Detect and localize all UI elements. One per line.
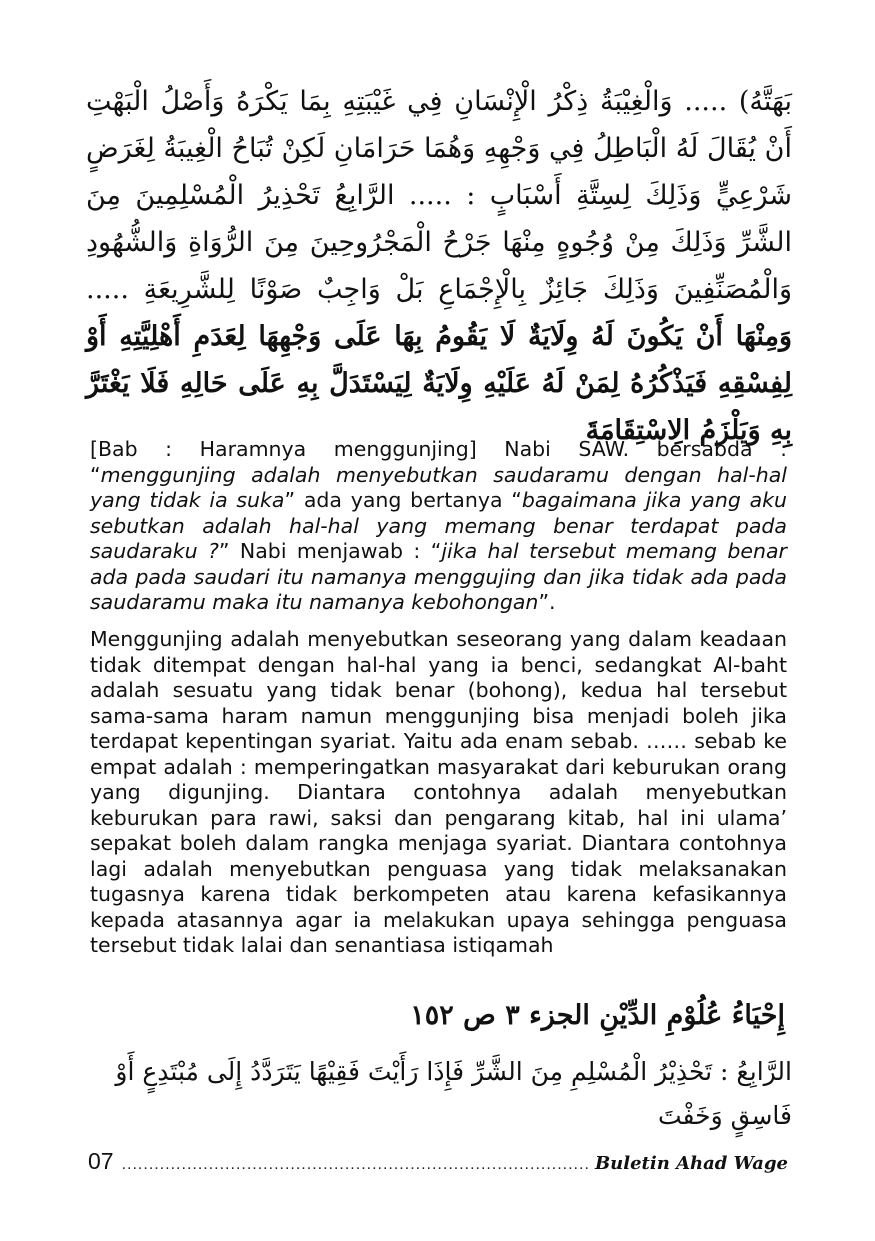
translation-part: [Bab : Haramnya menggunjing] Nabi SAW. bersabda : “ [90,437,787,487]
arabic-passage-normal: بَهَتَّهُ) ..... وَالْغِيْبَةُ ذِكْرُ الْإِنْسَانِ فِي غَيْبَتِهِ بِمَا يَكْرَهُ وَأَصْلُ الْبَهْتِ أَنْ يُقَالَ لَهُ الْبَاطِلُ فِي وَجْهِهِ وَهُمَا حَرَامَانِ لَكِنْ تُبَاحُ الْغِيبَةُ لِغَرَضٍ شَرْعِيٍّ وَذَلِكَ لِسِتَّةِ أَسْبَابٍ : ..... الرَّابِعُ تَحْذِيرُ الْمُسْلِمِينَ مِنَ الشَّرِّ وَذَلِكَ مِنْ وُجُوهٍ مِنْهَا جَرْحُ الْمَجْرُوحِينَ مِنَ الرُّوَاةِ وَالشُّهُودِ وَالْمُصَنِّفِينَ وَذَلِكَ جَائِزٌ بِالْإِجْمَاعِ بَلْ وَاجِبٌ صَوْنًا لِلشَّرِيعَةِ ..... [86,86,792,305]
dot-leader [122,1156,589,1174]
page-footer [88,1148,788,1180]
explanation-paragraph: Menggunjing adalah menyebutkan seseorang yang dalam keadaan tidak ditempat dengan hal-hal yang ia benci, sedangkat Al-baht adalah sesuatu yang tidak benar (bohong), kedua hal tersebut sama-sama haram namun menggunjing bisa menjadi boleh jika terdapat kepentingan syariat. Yaitu ada enam sebab. …… sebab ke empat adalah : memperingatkan masyarakat dari keburukan orang yang digunjing. Diantara contohnya adalah menyebutkan keburukan para rawi, saksi dan pengarang kitab, hal ini ulama’ sepakat boleh dalam rangka menjaga syariat. Diantara contohnya lagi adalah menyebutkan penguasa yang tidak melaksanakan tugasnya karena tidak berkompeten atau karena kefasikannya kepada atasannya agar ia melakukan upaya sehingga penguasa tersebut tidak lalai dan senantiasa istiqamah [90,627,787,957]
translation-part: ” Nabi menjawab : “ [218,539,442,563]
source-quote: الرَّابِعُ : تَحْذِيْرُ الْمُسْلِمِ مِنَ الشَّرِّ فَإِذَا رَأَيْتَ فَقِيْهًا يَتَرَدَّدُ إِلَى مُبْتَدِعٍ أَوْ فَاسِقٍ وَخَفْتَ [115,1057,792,1130]
translation-part: ” ada yang bertanya “ [284,488,522,512]
translation-part: ”. [538,590,556,614]
arabic-passage-bold: وَمِنْهَا أَنْ يَكُونَ لَهُ وِلَايَةٌ لَا يَقُومُ بِهَا عَلَى وَجْهِهَا لِعَدَمِ أَهْلِيَّتِهِ أَوْ لِفِسْقِهِ فَيَذْكُرُهُ لِمَنْ لَهُ عَلَيْهِ وِلَايَةٌ لِيَسْتَدَلَّ بِهِ عَلَى حَالِهِ فَلَا يَغْتَرَّ بِهِ وَيَلْزَمُ الِاسْتِقَامَةَ [86,321,792,446]
translation-quote: bagaimana jika yang aku sebutkan adalah hal-hal yang memang benar terdapat pada saudaraku ? [90,488,788,563]
publication-name: Buletin Ahad Wage [594,1153,788,1174]
page-number: 07 [88,1148,114,1174]
arabic-passage [86,78,792,454]
translation-quote: jika hal tersebut memang benar ada pada saudari itu namanya menggujing dan jika tidak ada pada saudaramu maka itu namanya kebohongan [90,539,787,614]
translation-quote: menggunjing adalah menyebutkan saudaramu dengan hal-hal yang tidak ia suka [90,462,787,512]
source-title: إِحْيَاءُ عُلُوْمِ الدِّيْنِ الجزء ٣ ص ١٥٢ [410,1000,785,1031]
translation-paragraph [90,437,787,616]
